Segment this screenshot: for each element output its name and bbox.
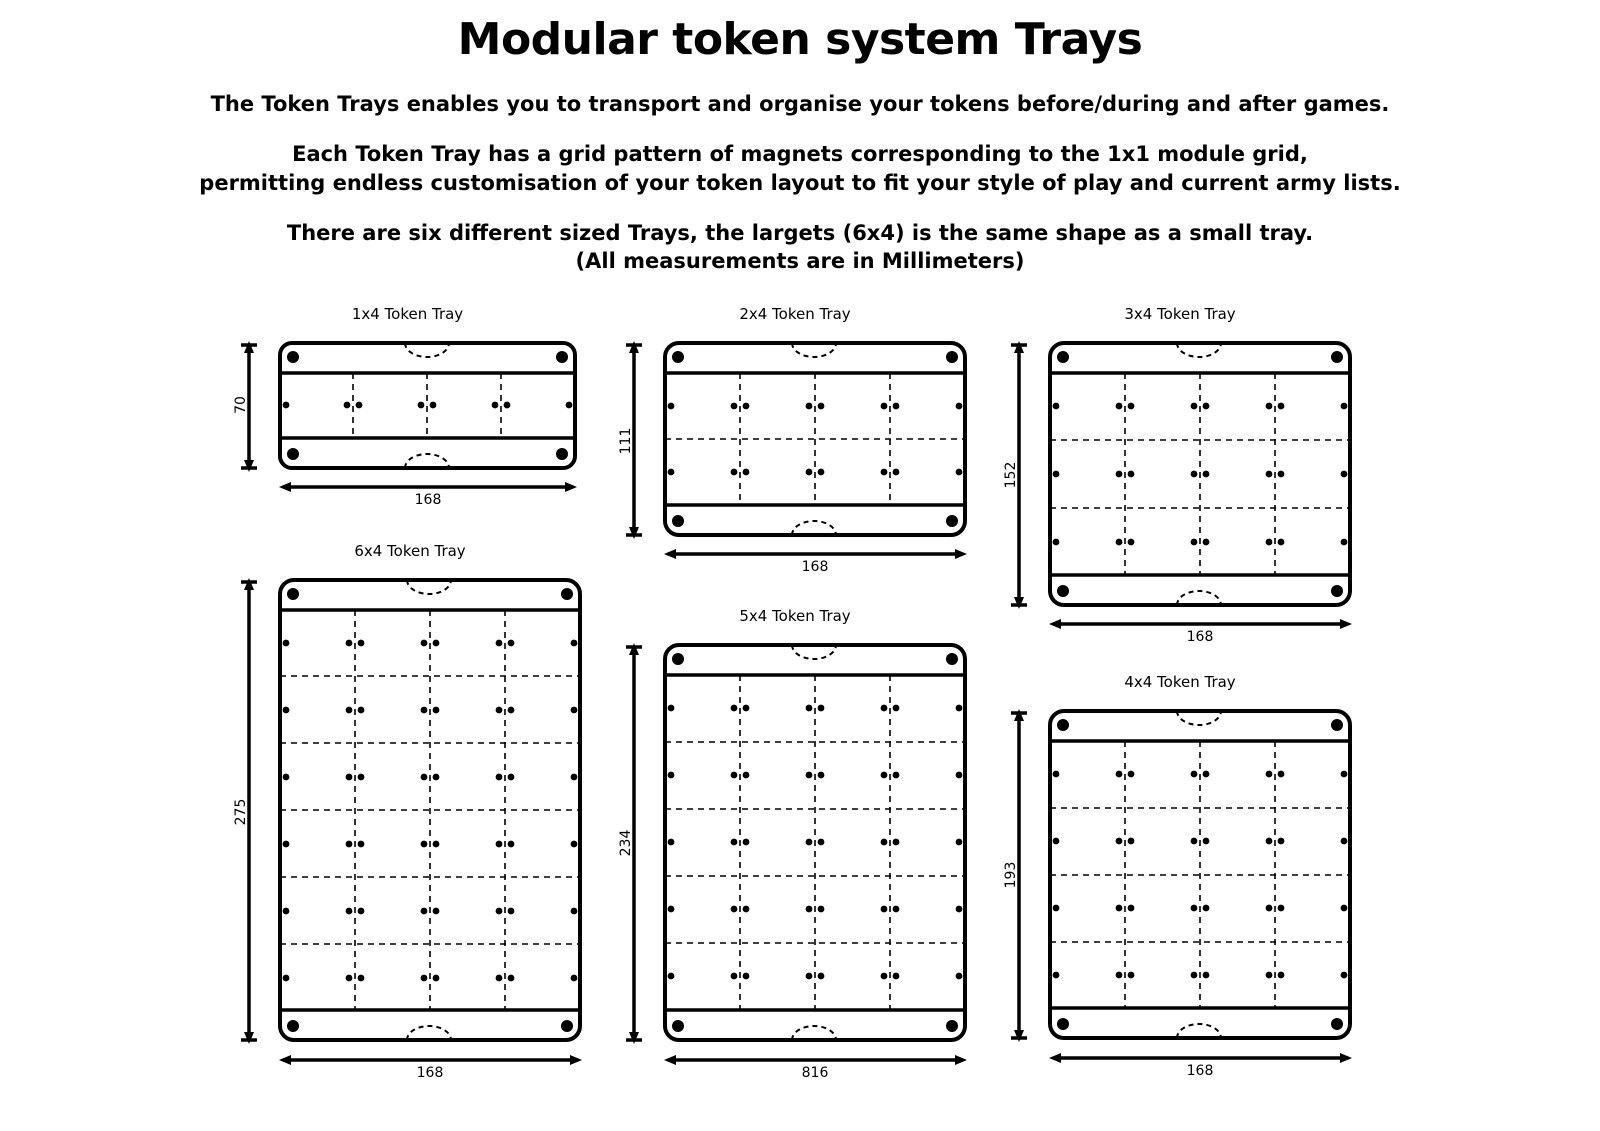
- dim-height-2x4: 111: [618, 427, 634, 455]
- dim-width-6x4: 168: [416, 1065, 444, 1081]
- tray-diagram-2x4: [620, 305, 970, 580]
- dim-width-2x4: 168: [801, 559, 829, 575]
- tray-caption-1x4: 1x4 Token Tray: [351, 305, 464, 323]
- tray-caption-5x4: 5x4 Token Tray: [739, 607, 851, 625]
- tray-diagram-4x4: [1005, 673, 1355, 1103]
- dim-width-1x4: 168: [414, 492, 442, 508]
- tray-drawing-4x4: [1005, 673, 1355, 1103]
- tray-drawing-6x4: [235, 542, 585, 1107]
- intro-text: [0, 90, 1600, 276]
- dim-height-5x4: 234: [618, 829, 634, 857]
- tray-drawing-1x4: [235, 305, 580, 505]
- tray-caption-6x4: 6x4 Token Tray: [354, 542, 466, 560]
- dim-height-1x4: 70: [233, 396, 249, 414]
- tray-diagram-1x4: [233, 305, 580, 508]
- dim-width-3x4: 168: [1186, 629, 1214, 645]
- tray-caption-3x4: 3x4 Token Tray: [1124, 305, 1236, 323]
- tray-caption-4x4: 4x4 Token Tray: [1124, 673, 1236, 691]
- dim-width-4x4: 168: [1186, 1063, 1214, 1079]
- dim-height-4x4: 193: [1003, 861, 1019, 889]
- intro-line-1: The Token Trays enables you to transport and organise your tokens before/during and after games.: [210, 92, 1390, 116]
- intro-line-2: Each Token Tray has a grid pattern of magnets corresponding to the 1x1 module grid,: [292, 142, 1308, 167]
- tray-caption-2x4: 2x4 Token Tray: [739, 305, 851, 323]
- tray-diagram-6x4: [235, 542, 585, 1107]
- intro-line-4: There are six different sized Trays, the largets (6x4) is the same shape as a small tray.: [286, 221, 1314, 246]
- tray-diagram-3x4: [1005, 305, 1355, 655]
- dim-height-3x4: 152: [1003, 461, 1019, 489]
- dim-width-5x4: 816: [801, 1065, 829, 1081]
- tray-drawing-2x4: [620, 305, 970, 580]
- intro-line-5: (All measurements are in Millimeters): [575, 249, 1025, 274]
- page-title: Modular token system Trays: [457, 14, 1143, 65]
- tray-diagram-5x4: [620, 607, 970, 1107]
- intro-line-3: permitting endless customisation of your token layout to fit your style of play and current army lists.: [199, 170, 1401, 195]
- dim-height-6x4: 275: [233, 798, 249, 826]
- tray-drawing-5x4: [620, 607, 970, 1107]
- tray-drawing-3x4: [1005, 305, 1355, 655]
